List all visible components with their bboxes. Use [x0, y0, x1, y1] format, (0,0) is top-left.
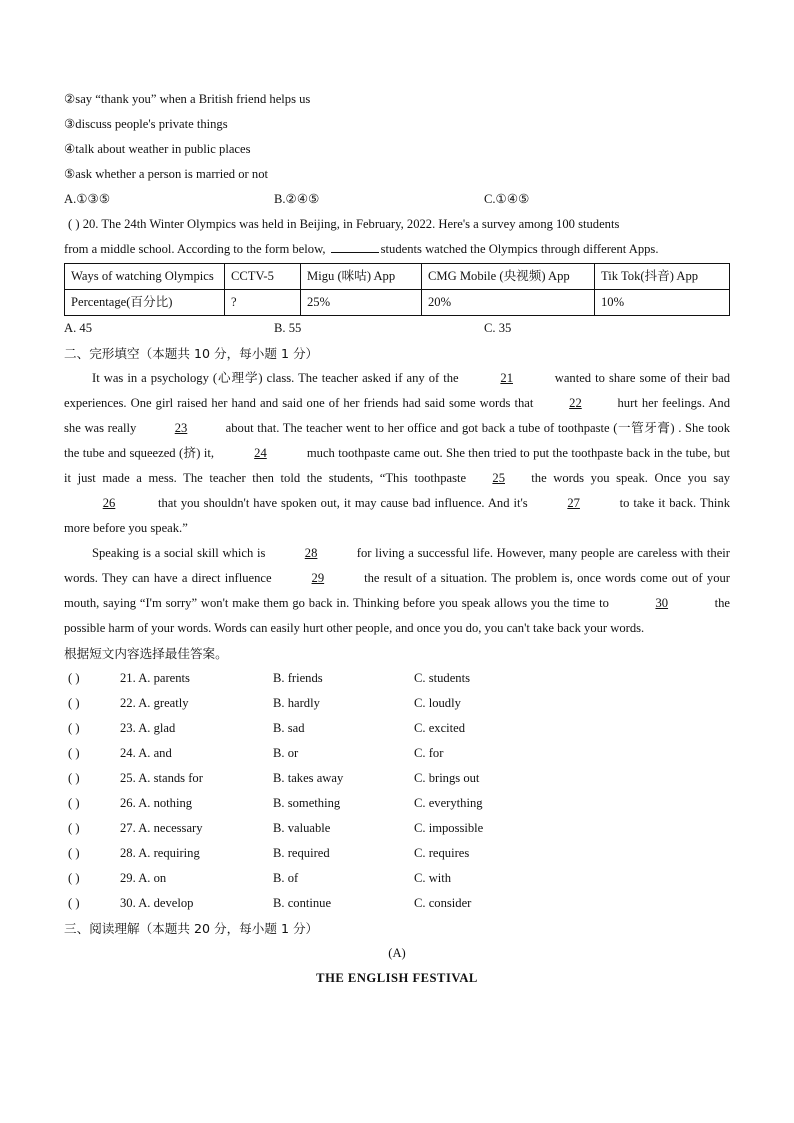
paragraph-text: the words you speak. Once you say	[524, 471, 730, 485]
cloze-paragraph-2	[64, 541, 730, 641]
list-item: ⑤ask whether a person is married or not	[64, 167, 268, 181]
option-b[interactable]: B. 55	[274, 321, 302, 335]
option-c[interactable]: C. impossible	[414, 821, 484, 835]
cloze-blank[interactable]: 25	[492, 471, 505, 485]
option-a[interactable]: 21. A. parents	[120, 671, 190, 685]
option-a[interactable]: 28. A. requiring	[120, 846, 200, 860]
cloze-blank[interactable]: 30	[655, 596, 669, 610]
answer-paren[interactable]: ( )	[68, 796, 80, 810]
option-b[interactable]: B. required	[273, 846, 330, 860]
option-b[interactable]: B. valuable	[273, 821, 331, 835]
option-b[interactable]: B. of	[273, 871, 299, 885]
exam-page	[64, 87, 730, 991]
table-header: CMG Mobile (央视频) App	[422, 264, 595, 290]
table-header: Tik Tok(抖音) App	[595, 264, 730, 290]
passage-label: (A)	[388, 946, 406, 960]
mc-list	[64, 666, 730, 916]
table-cell: Percentage(百分比)	[65, 290, 225, 316]
option-c[interactable]: C. excited	[414, 721, 466, 735]
question-row	[64, 691, 730, 716]
answer-paren[interactable]: ( )	[68, 217, 80, 231]
paragraph-text: the possible harm of your words. Words can easily hurt other people, and once you do, you can't take back your words.	[64, 596, 730, 635]
option-c[interactable]: C. brings out	[414, 771, 480, 785]
question-row	[64, 741, 730, 766]
answer-paren[interactable]: ( )	[68, 771, 80, 785]
table-cell: 10%	[595, 290, 730, 316]
paragraph-text: about that. The teacher went to her office and got back a tube of toothpaste (一管牙膏) . She took the tube and squeezed (挤) it,	[64, 421, 730, 460]
option-b[interactable]: B. takes away	[273, 771, 344, 785]
option-a[interactable]: 30. A. develop	[120, 896, 194, 910]
answer-blank[interactable]	[331, 240, 379, 253]
option-a[interactable]: 29. A. on	[120, 871, 167, 885]
cloze-blank[interactable]: 24	[254, 446, 267, 460]
answer-paren[interactable]: ( )	[68, 821, 80, 835]
list-item: ③discuss people's private things	[64, 117, 228, 131]
answer-paren[interactable]: ( )	[68, 746, 80, 760]
question-row	[64, 816, 730, 841]
table-header: Ways of watching Olympics	[65, 264, 225, 290]
option-c[interactable]: C. everything	[414, 796, 483, 810]
table-cell: 20%	[422, 290, 595, 316]
cloze-blank[interactable]: 27	[567, 496, 580, 510]
option-a[interactable]: 25. A. stands for	[120, 771, 203, 785]
q20-text: from a middle school. According to the form below,	[64, 242, 329, 256]
option-c[interactable]: C. 35	[484, 321, 512, 335]
option-c[interactable]: C. requires	[414, 846, 470, 860]
question-row	[64, 891, 730, 916]
answer-paren[interactable]: ( )	[68, 696, 80, 710]
answer-paren[interactable]: ( )	[68, 721, 80, 735]
answer-paren[interactable]: ( )	[68, 896, 80, 910]
table-row	[65, 290, 730, 316]
option-c[interactable]: C.①④⑤	[484, 192, 530, 206]
option-c[interactable]: C. for	[414, 746, 444, 760]
option-a[interactable]: 24. A. and	[120, 746, 172, 760]
table-header: Migu (咪咕) App	[301, 264, 422, 290]
list-item: ④talk about weather in public places	[64, 142, 251, 156]
question-row	[64, 716, 730, 741]
instruction: 根据短文内容选择最佳答案。	[64, 646, 228, 661]
answer-paren[interactable]: ( )	[68, 846, 80, 860]
answer-paren[interactable]: ( )	[68, 671, 80, 685]
option-b[interactable]: B.②④⑤	[274, 192, 320, 206]
cloze-blank[interactable]: 21	[500, 371, 513, 385]
paragraph-text: to take it back. Think more before you speak.”	[64, 496, 730, 535]
q20-options	[64, 316, 730, 341]
option-a[interactable]: A. 45	[64, 321, 92, 335]
cloze-blank[interactable]: 29	[311, 571, 325, 585]
option-c[interactable]: C. with	[414, 871, 452, 885]
cloze-blank[interactable]: 23	[174, 421, 188, 435]
cloze-blank[interactable]: 22	[569, 396, 582, 410]
table-header-row	[65, 264, 730, 290]
cloze-blank[interactable]: 26	[102, 496, 116, 510]
q20-text: 20. The 24th Winter Olympics was held in Beijing, in February, 2022. Here's a survey among 100 students	[82, 217, 620, 231]
cloze-blank[interactable]: 28	[304, 546, 318, 560]
option-b[interactable]: B. hardly	[273, 696, 320, 710]
option-c[interactable]: C. consider	[414, 896, 472, 910]
option-b[interactable]: B. or	[273, 746, 299, 760]
list-item: ②say “thank you” when a British friend helps us	[64, 92, 311, 106]
option-a[interactable]: 26. A. nothing	[120, 796, 193, 810]
option-c[interactable]: C. students	[414, 671, 470, 685]
option-b[interactable]: B. friends	[273, 671, 323, 685]
q19-options	[64, 187, 730, 212]
question-row	[64, 766, 730, 791]
paragraph-text: hurt her feelings. And she was really	[64, 396, 731, 435]
paragraph-text: wanted to share some of their bad experiences. One girl raised her hand and said one of her friends had said some words that	[64, 371, 731, 410]
answer-paren[interactable]: ( )	[68, 871, 80, 885]
option-b[interactable]: B. something	[273, 796, 341, 810]
q20-line-2	[64, 237, 730, 262]
option-a[interactable]: 27. A. necessary	[120, 821, 203, 835]
paragraph-text: for living a successful life. However, many people are careless with their words. They can have a direct influence	[64, 546, 730, 585]
table-header: CCTV-5	[225, 264, 301, 290]
table-cell: ?	[225, 290, 301, 316]
paragraph-text: the result of a situation. The problem is, once words come out of your mouth, saying “I'm sorry” won't make them go back in. Thinking before you speak allows you the time to	[64, 571, 730, 610]
section-title: 二、完形填空（本题共 10 分，每小题 1 分）	[64, 346, 319, 361]
q20-text: students watched the Olympics through different Apps.	[380, 242, 659, 256]
option-a[interactable]: A.①③⑤	[64, 192, 111, 206]
question-row	[64, 791, 730, 816]
question-row	[64, 841, 730, 866]
section-title: 三、阅读理解（本题共 20 分，每小题 1 分）	[64, 921, 319, 936]
option-c[interactable]: C. loudly	[414, 696, 461, 710]
q20-line-1	[64, 212, 730, 237]
question-row	[64, 866, 730, 891]
question-row	[64, 666, 730, 691]
option-b[interactable]: B. continue	[273, 896, 332, 910]
passage-title: THE ENGLISH FESTIVAL	[316, 971, 478, 985]
survey-table	[64, 263, 730, 316]
paragraph-text: Speaking is a social skill which is	[92, 546, 270, 560]
paragraph-text: that you shouldn't have spoken out, it may cause bad influence. And it's	[154, 496, 532, 510]
cloze-paragraph-1	[64, 366, 730, 541]
option-a[interactable]: 22. A. greatly	[120, 696, 189, 710]
paragraph-text: It was in a psychology (心理学) class. The teacher asked if any of the	[92, 371, 463, 385]
paragraph-text: much toothpaste came out. She then tried to put the toothpaste back in the tube, but it just made a mess. The teacher then told the students, “This toothpaste	[64, 446, 730, 485]
option-a[interactable]: 23. A. glad	[120, 721, 176, 735]
table-cell: 25%	[301, 290, 422, 316]
option-b[interactable]: B. sad	[273, 721, 305, 735]
